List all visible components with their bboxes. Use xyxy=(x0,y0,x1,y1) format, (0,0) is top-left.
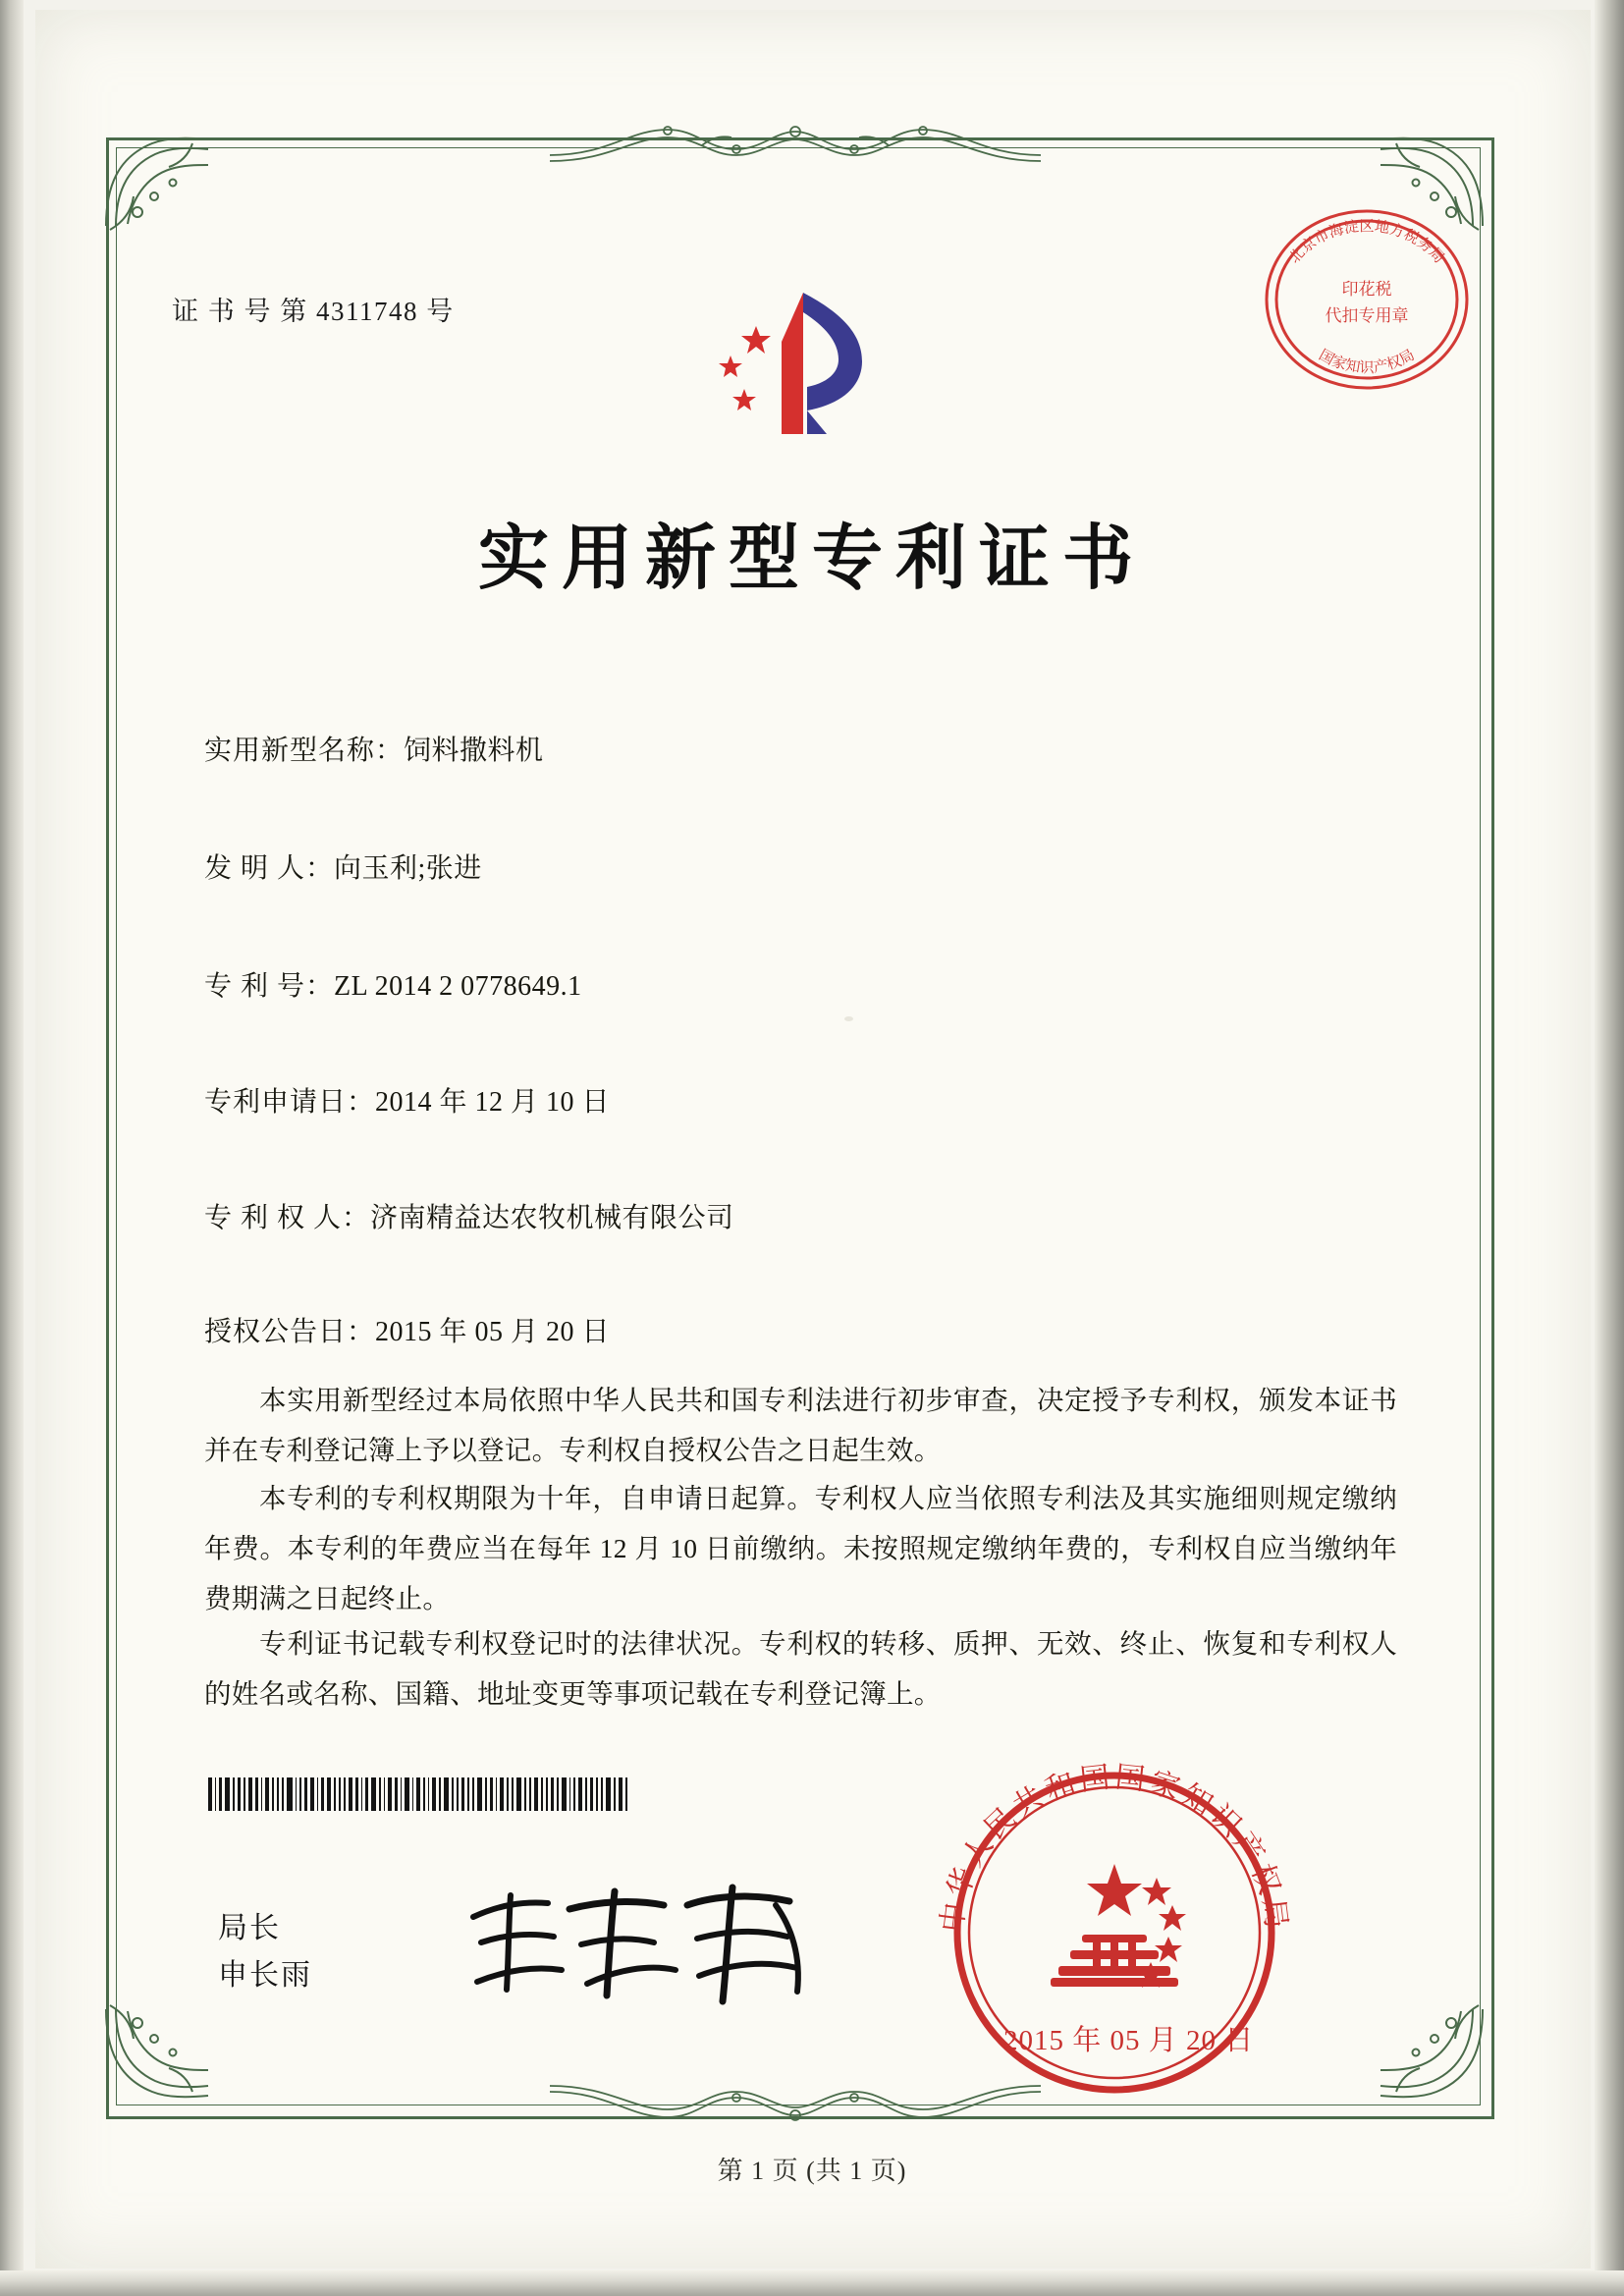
field-patent-number xyxy=(204,964,582,1004)
barcode-icon xyxy=(208,1777,630,1811)
field-application-date xyxy=(204,1080,610,1120)
field-label: 专 利 权 人： xyxy=(204,1203,371,1233)
field-label: 实用新型名称： xyxy=(204,736,405,766)
page-footer: 第 1 页 (共 1 页) xyxy=(717,2157,907,2185)
patent-office-logo-icon xyxy=(697,285,923,442)
field-patentee xyxy=(204,1196,734,1235)
field-value: 2014 年 12 月 10 日 xyxy=(375,1087,611,1118)
seal-date: 2015 年 05 月 20 日 xyxy=(1003,2025,1255,2056)
certificate-number: 证 书 号 第 4311748 号 xyxy=(172,297,455,326)
svg-text:印花税: 印花税 xyxy=(1341,280,1392,300)
top-center-ornament-icon xyxy=(550,116,1041,175)
svg-text:代扣专用章: 代扣专用章 xyxy=(1325,306,1409,326)
field-label: 专 利 号： xyxy=(204,971,335,1002)
signature-name: 申长雨 xyxy=(218,1959,312,1992)
field-label: 发 明 人： xyxy=(204,853,335,884)
field-inventor xyxy=(204,847,482,886)
field-value: 济南精益达农牧机械有限公司 xyxy=(370,1203,734,1233)
corner-ornament-icon xyxy=(98,128,216,236)
field-value: 饲料撒料机 xyxy=(404,736,544,766)
page-title: 实用新型专利证书 xyxy=(477,516,1146,599)
field-value: ZL 2014 2 0778649.1 xyxy=(334,971,582,1002)
svg-text:国家知识产权局: 国家知识产权局 xyxy=(1316,346,1418,376)
corner-ornament-icon xyxy=(1373,1999,1490,2107)
scan-edge-right xyxy=(1595,0,1624,2296)
field-utility-model-name xyxy=(204,729,544,768)
corner-ornament-icon xyxy=(98,1999,216,2107)
legal-paragraph: 专利证书记载专利权登记时的法律状况。专利权的转移、质押、无效、终止、恢复和专利权人的姓名或名称、国籍、地址变更等事项记载在专利登记簿上。 xyxy=(204,1628,1397,1709)
field-value: 向玉利;张进 xyxy=(334,853,482,884)
field-value: 2015 年 05 月 20 日 xyxy=(375,1317,611,1347)
field-grant-announcement-date xyxy=(204,1310,610,1349)
signature-role: 局长 xyxy=(218,1912,281,1944)
legal-paragraph: 本专利的专利权期限为十年，自申请日起算。专利权人应当依照专利法及其实施细则规定缴纳年费。本专利的年费应当在每年 12 月 10 日前缴纳。未按照规定缴纳年费的，专利权自应当缴纳年费期满之日起终止。 xyxy=(204,1483,1397,1613)
scan-edge-bottom xyxy=(0,2270,1624,2296)
field-label: 授权公告日： xyxy=(204,1317,376,1347)
tax-stamp-seal-icon xyxy=(1259,201,1475,398)
signature-label xyxy=(218,1905,312,1999)
field-label: 专利申请日： xyxy=(204,1087,376,1118)
scan-edge-left xyxy=(0,0,24,2296)
svg-text:北京市海淀区地方税务局: 北京市海淀区地方税务局 xyxy=(1285,217,1448,267)
svg-text:中华人民共和国国家知识产权局: 中华人民共和国国家知识产权局 xyxy=(935,1760,1294,1935)
legal-paragraph: 本实用新型经过本局依照中华人民共和国专利法进行初步审查，决定授予专利权，颁发本证书并在专利登记簿上予以登记。专利权自授权公告之日起生效。 xyxy=(204,1385,1397,1465)
handwritten-signature-icon xyxy=(452,1866,835,2023)
